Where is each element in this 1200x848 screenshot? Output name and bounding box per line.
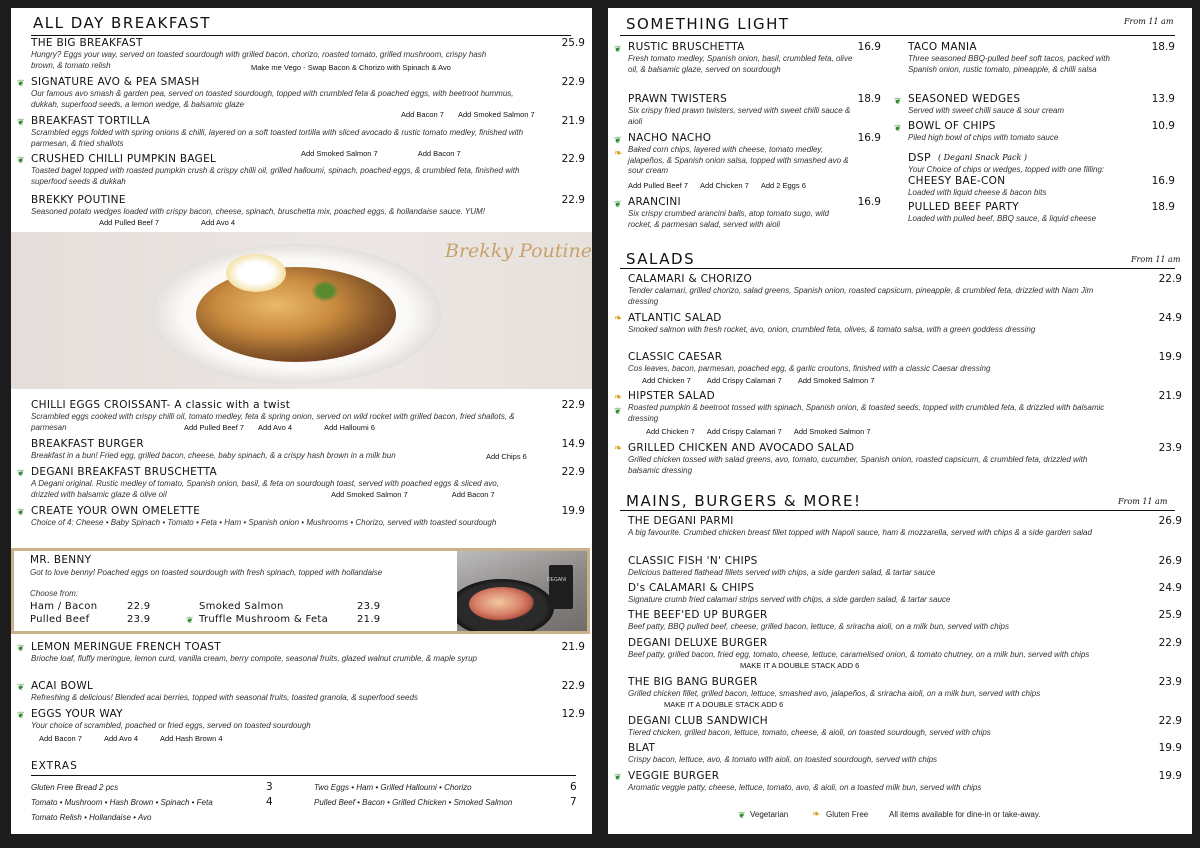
item-price: 25.9 xyxy=(561,37,585,49)
item-price: 26.9 xyxy=(1158,515,1182,527)
item-name: DEGANI CLUB SANDWICH xyxy=(628,715,768,727)
item-description: Roasted pumpkin & beetroot tossed with spinach, Spanish onion, & toasted seeds, topped with crumbled feta, & drizzled with balsamic dressing xyxy=(628,403,1105,423)
addon-option: MAKE IT A DOUBLE STACK ADD 6 xyxy=(664,700,784,709)
item-price: 16.9 xyxy=(857,41,881,53)
addon-option: Add Bacon 7 xyxy=(39,734,82,743)
item-addons xyxy=(642,376,889,385)
dsp-description: Your Choice of chips or wedges, topped with one filling: xyxy=(908,165,1105,174)
item-description: Got to love benny! Poached eggs on toasted sourdough with fresh spinach, topped with hollandaise xyxy=(30,568,383,577)
vegetarian-leaf-icon: ❦ xyxy=(894,96,902,106)
item-name: TACO MANIA xyxy=(908,41,977,53)
extras-row: Tomato • Mushroom • Hash Brown • Spinach • Feta xyxy=(31,798,213,807)
item-description: Scrambled eggs folded with spring onions & chilli, layered on a soft toasted tortilla with sliced avocado & rustic tomato medley, finished with parmesan, & fried shallots xyxy=(31,128,524,148)
addon-option: Add Chicken 7 xyxy=(646,427,695,436)
item-name: CLASSIC CAESAR xyxy=(628,351,723,363)
extras-row: Two Eggs • Ham • Grilled Halloumi • Chorizo xyxy=(314,783,472,792)
item-name: RUSTIC BRUSCHETTA xyxy=(628,41,745,53)
section-divider xyxy=(31,35,571,36)
item-description: Loaded with pulled beef, BBQ sauce, & liquid cheese xyxy=(908,214,1097,223)
item-description: A Degani original. Rustic medley of tomato, Spanish onion, basil, & feta on sourdough toast, served with poached eggs & sliced avo, drizzled with balsamic glaze & olive oil xyxy=(31,479,499,499)
section-title-salads: SALADS xyxy=(626,250,696,268)
legend-vegetarian: Vegetarian xyxy=(750,810,789,819)
item-price: 12.9 xyxy=(561,708,585,720)
item-description: Baked corn chips, layered with cheese, tomato medley, jalapeños, & Spanish onion salsa, topped with smashed avo & sour cream xyxy=(628,145,849,175)
vegetarian-leaf-icon: ❦ xyxy=(614,772,622,782)
item-name: LEMON MERINGUE FRENCH TOAST xyxy=(31,641,221,653)
item-name: CHEESY BAE-CON xyxy=(908,175,1006,187)
item-description: Grilled chicken fillet, grilled bacon, lettuce, smashed avo, jalapeños, & sriracha aioli, on a milk bun, served with chips xyxy=(628,689,1041,698)
item-price: 16.9 xyxy=(857,196,881,208)
choose-label: Choose from: xyxy=(30,589,79,598)
item-description: A big favourite. Crumbed chicken breast fillet topped with Napoli sauce, ham & mozzarella, served with chips & a side garden salad xyxy=(628,528,1092,537)
item-name: HIPSTER SALAD xyxy=(628,390,715,402)
item-price: 26.9 xyxy=(1158,555,1182,567)
benny-option-price: 22.9 xyxy=(127,601,151,612)
mr-benny-photo xyxy=(457,551,587,631)
item-description: Beef patty, BBQ pulled beef, cheese, grilled bacon, lettuce, & sriracha aioli, on a milk bun, served with chips xyxy=(628,622,1009,631)
vegetarian-leaf-icon: ❦ xyxy=(186,615,194,625)
addon-option: Add Bacon 7 xyxy=(417,149,461,158)
item-description: Refreshing & delicious! Blended acai berries, topped with seasonal fruits, toasted granola, & superfood seeds xyxy=(31,693,418,702)
item-name: GRILLED CHICKEN AND AVOCADO SALAD xyxy=(628,442,855,454)
extras-price: 4 xyxy=(266,796,273,808)
dsp-subtitle: ( Degani Snack Pack ) xyxy=(938,153,1028,162)
item-price: 19.9 xyxy=(1158,351,1182,363)
item-name: THE BIG BANG BURGER xyxy=(628,676,758,688)
item-description: Aromatic veggie patty, cheese, lettuce, tomato, avo, & aioli, on a toasted milk bun, served with chips xyxy=(628,783,982,792)
item-name: PULLED BEEF PARTY xyxy=(908,201,1019,213)
gluten-free-wheat-icon: ❧ xyxy=(812,809,821,820)
vegetarian-leaf-icon: ❦ xyxy=(17,643,25,653)
addon-option: Add Chicken 7 xyxy=(642,376,691,385)
item-price: 24.9 xyxy=(1158,582,1182,594)
item-price: 21.9 xyxy=(561,641,585,653)
section-divider xyxy=(31,775,576,776)
item-description: Six crispy fried prawn twisters, served with sweet chilli sauce & aioli xyxy=(628,106,851,126)
addon-option: Add Chicken 7 xyxy=(700,181,749,190)
vegetarian-leaf-icon: ❦ xyxy=(17,78,25,88)
item-description: Toasted bagel topped with roasted pumpkin crush & crispy chilli oil, grilled halloumi, spinach, poached eggs, & crumbled feta, finished with superfood seeds & dukkah xyxy=(31,166,520,186)
item-name: NACHO NACHO xyxy=(628,132,712,144)
item-description: Tiered chicken, grilled bacon, lettuce, tomato, cheese, & aioli, on toasted sourdough, served with chips xyxy=(628,728,991,737)
item-description: Choice of 4: Cheese • Baby Spinach • Tomato • Feta • Ham • Spanish onion • Mushrooms • Chorizo, served with toasted sourdough xyxy=(31,518,497,527)
vegetarian-leaf-icon: ❦ xyxy=(17,155,25,165)
gluten-free-wheat-icon: ❧ xyxy=(614,443,623,454)
benny-option-price: 21.9 xyxy=(357,614,381,625)
addon-option: Add Avo 4 xyxy=(201,218,236,227)
item-name: CLASSIC FISH 'N' CHIPS xyxy=(628,555,758,567)
item-addons xyxy=(39,734,237,743)
item-name: DEGANI BREAKFAST BRUSCHETTA xyxy=(31,466,218,478)
item-price: 16.9 xyxy=(1151,175,1175,187)
extras-price: 6 xyxy=(570,781,577,793)
dsp-title: DSP xyxy=(908,151,931,164)
section-title-extras: EXTRAS xyxy=(31,760,78,772)
vegetarian-leaf-icon: ❦ xyxy=(614,199,622,209)
item-description: Scrambled eggs cooked with crispy chilli oil, tomato medley, feta & spring onion, served on wild rocket with grilled bacon, fried shallots, & parmesan xyxy=(31,412,515,432)
extras-price: 7 xyxy=(570,796,577,808)
addon-option: Add Bacon 7 xyxy=(451,490,495,499)
item-name: THE BEEF'ED UP BURGER xyxy=(628,609,768,621)
benny-option-label: Pulled Beef xyxy=(30,614,90,625)
poached-egg-image xyxy=(226,254,286,292)
addon-option: Add Avo 4 xyxy=(103,734,139,743)
vegetarian-leaf-icon: ❦ xyxy=(614,406,622,416)
photo-caption: Brekky Poutine xyxy=(445,240,592,262)
item-name: BLAT xyxy=(628,742,656,754)
cup-text: DEGANI xyxy=(547,577,567,583)
item-price: 19.9 xyxy=(561,505,585,517)
item-price: 22.9 xyxy=(561,466,585,478)
item-name: ACAI BOWL xyxy=(31,680,94,692)
gluten-free-wheat-icon: ❧ xyxy=(614,148,623,159)
item-description: Tender calamari, grilled chorizo, salad greens, Spanish onion, roasted capsicum, pineapple, & crumbled feta, drizzled with Nam Jim dressing xyxy=(628,286,1094,306)
item-price: 23.9 xyxy=(1158,442,1182,454)
item-name: BREAKFAST BURGER xyxy=(31,438,144,450)
left-menu-page xyxy=(11,8,592,834)
item-price: 22.9 xyxy=(561,76,585,88)
item-name: CHILLI EGGS CROISSANT- A classic with a twist xyxy=(31,399,291,411)
item-name: SIGNATURE AVO & PEA SMASH xyxy=(31,76,200,88)
item-price: 18.9 xyxy=(1151,41,1175,53)
item-price: 22.9 xyxy=(561,153,585,165)
addon-option: MAKE IT A DOUBLE STACK ADD 6 xyxy=(740,661,860,670)
gluten-free-wheat-icon: ❧ xyxy=(614,392,623,403)
item-addons xyxy=(740,661,873,670)
item-price: 19.9 xyxy=(1158,742,1182,754)
extras-price: 3 xyxy=(266,781,273,793)
vegetarian-leaf-icon: ❦ xyxy=(17,117,25,127)
section-divider xyxy=(620,35,1175,36)
item-addons xyxy=(99,218,249,227)
item-price: 18.9 xyxy=(1151,201,1175,213)
item-addons xyxy=(331,490,509,499)
item-description: Breakfast in a bun! Fried egg, grilled bacon, cheese, baby spinach, & a crispy hash brown in a milk bun xyxy=(31,451,396,460)
item-price: 16.9 xyxy=(857,132,881,144)
benny-option-label: Smoked Salmon xyxy=(199,601,284,612)
item-name: DEGANI DELUXE BURGER xyxy=(628,637,768,649)
coffee-cup-image xyxy=(549,565,573,609)
benny-option-label: Truffle Mushroom & Feta xyxy=(199,614,329,625)
item-name: THE DEGANI PARMI xyxy=(628,515,734,527)
item-price: 23.9 xyxy=(1158,676,1182,688)
item-description: Crispy bacon, lettuce, avo, & tomato with aioli, on toasted sourdough, served with chips xyxy=(628,755,938,764)
item-description: Served with sweet chilli sauce & sour cream xyxy=(908,106,1065,115)
item-description: Smoked salmon with fresh rocket, avo, onion, crumbled feta, olives, & tomato salsa, with a green goddess dressing xyxy=(628,325,1036,334)
item-price: 22.9 xyxy=(561,399,585,411)
item-name: MR. BENNY xyxy=(30,554,92,566)
item-description: Fresh tomato medley, Spanish onion, basil, crumbled feta, olive oil, & balsamic glaze, served on sourdough xyxy=(628,54,853,74)
item-description: Loaded with liquid cheese & bacon bits xyxy=(908,188,1047,197)
item-description: Delicious battered flathead fillets served with chips, a side garden salad, & tartar sauce xyxy=(628,568,936,577)
item-price: 10.9 xyxy=(1151,120,1175,132)
item-description: Our famous avo smash & garden pea, served on toasted sourdough, topped with crumbled feta & poached eggs, with beetroot hummus, dukkah, superfood seeds, a lemon wedge, & balsamic glaze xyxy=(31,89,514,109)
benny-option-price: 23.9 xyxy=(127,614,151,625)
item-name: ATLANTIC SALAD xyxy=(628,312,722,324)
item-price: 22.9 xyxy=(1158,715,1182,727)
item-name: ARANCINI xyxy=(628,196,681,208)
item-addons xyxy=(664,700,797,709)
addon-option: Add Smoked Salmon 7 xyxy=(797,376,875,385)
item-price: 22.9 xyxy=(561,194,585,206)
vegetarian-leaf-icon: ❦ xyxy=(17,682,25,692)
addon-option: Add Pulled Beef 7 xyxy=(184,423,245,432)
item-name: BREAKFAST TORTILLA xyxy=(31,115,151,127)
item-description: Six crispy crumbed arancini balls, atop tomato sugo, wild rocket, & parmesan salad, served with aioli xyxy=(628,209,829,229)
item-price: 22.9 xyxy=(1158,273,1182,285)
item-description: Piled high bowl of chips with tomato sauce xyxy=(908,133,1059,142)
item-addons xyxy=(251,63,465,72)
vegetarian-leaf-icon: ❦ xyxy=(614,135,622,145)
addon-option: Add Chips 6 xyxy=(486,452,527,461)
item-price: 14.9 xyxy=(561,438,585,450)
item-name: CRUSHED CHILLI PUMPKIN BAGEL xyxy=(31,153,217,165)
item-price: 21.9 xyxy=(1158,390,1182,402)
addon-option: Add Smoked Salmon 7 xyxy=(331,490,408,499)
item-description: Three seasoned BBQ-pulled beef soft tacos, packed with Spanish onion, rustic tomato, pineapple, & chilli salsa xyxy=(908,54,1110,74)
addon-option: Add Smoked Salmon 7 xyxy=(457,110,535,119)
item-description: Brioche loaf, fluffy meringue, lemon curd, vanilla cream, berry compote, seasonal fruits, glazed walnut crumble, & maple syrup xyxy=(31,654,477,663)
item-name: BOWL OF CHIPS xyxy=(908,120,996,132)
extras-row: Pulled Beef • Bacon • Grilled Chicken • Smoked Salmon xyxy=(314,798,513,807)
item-price: 13.9 xyxy=(1151,93,1175,105)
addon-option: Add Pulled Beef 7 xyxy=(99,218,160,227)
mr-benny-box xyxy=(11,548,590,634)
extras-row: Tomato Relish • Hollandaise • Avo xyxy=(31,813,152,822)
vegetarian-leaf-icon: ❦ xyxy=(894,123,902,133)
item-price: 24.9 xyxy=(1158,312,1182,324)
benny-option-label: Ham / Bacon xyxy=(30,601,98,612)
benny-option-price: 23.9 xyxy=(357,601,381,612)
right-menu-page xyxy=(608,8,1192,834)
item-name: D's CALAMARI & CHIPS xyxy=(628,582,755,594)
item-price: 22.9 xyxy=(561,680,585,692)
addon-option: Add Hash Brown 4 xyxy=(160,734,223,743)
item-price: 25.9 xyxy=(1158,609,1182,621)
item-name: EGGS YOUR WAY xyxy=(31,708,123,720)
vegetarian-leaf-icon: ❦ xyxy=(17,507,25,517)
addon-option: Add Crispy Calamari 7 xyxy=(706,376,782,385)
addon-option: Add Crispy Calamari 7 xyxy=(706,427,782,436)
item-price: 19.9 xyxy=(1158,770,1182,782)
section-title-mains: MAINS, BURGERS & MORE! xyxy=(626,492,862,510)
item-price: 18.9 xyxy=(857,93,881,105)
brekky-poutine-photo xyxy=(11,232,592,389)
item-name: PRAWN TWISTERS xyxy=(628,93,728,105)
item-addons xyxy=(401,110,549,119)
vegetarian-leaf-icon: ❦ xyxy=(17,468,25,478)
section-divider xyxy=(620,510,1175,511)
vegetarian-leaf-icon: ❦ xyxy=(17,710,25,720)
poutine-food-image xyxy=(196,267,396,362)
addon-option: Add Bacon 7 xyxy=(401,110,444,119)
addon-option: Make me Vego - Swap Bacon & Chorizo with Spinach & Avo xyxy=(251,63,451,72)
gluten-free-wheat-icon: ❧ xyxy=(614,313,623,324)
item-addons xyxy=(184,423,389,432)
item-price: 22.9 xyxy=(1158,637,1182,649)
from-time-note: From 11 am xyxy=(1124,17,1174,26)
item-name: BREKKY POUTINE xyxy=(31,194,126,206)
vegetarian-leaf-icon: ❦ xyxy=(614,44,622,54)
item-description: Signature crumb fried calamari strips served with chips, a side garden salad, & tartar sauce xyxy=(628,595,951,604)
item-name: VEGGIE BURGER xyxy=(628,770,720,782)
extras-row: Gluten Free Bread 2 pcs xyxy=(31,783,119,792)
item-description: Beef patty, grilled bacon, fried egg, tomato, cheese, lettuce, caramelised onion, & tomato chutney, on a milk bun, served with chips xyxy=(628,650,1090,659)
item-description: Hungry? Eggs your way, served on toasted sourdough with grilled bacon, chorizo, roasted tomato, grilled mushroom, crispy hash brown, & tomato relish xyxy=(31,50,487,70)
item-price: 21.9 xyxy=(561,115,585,127)
section-divider xyxy=(620,268,1175,269)
item-description: Cos leaves, bacon, parmesan, poached egg, & garlic croutons, finished with a classic Caesar dressing xyxy=(628,364,991,373)
addon-option: Add Avo 4 xyxy=(258,423,293,432)
item-addons xyxy=(628,181,820,190)
addon-option: Add 2 Eggs 6 xyxy=(760,181,806,190)
item-description: Grilled chicken tossed with salad greens, avo, tomato, cucumber, Spanish onion, roasted capsicum, & crumbled feta, drizzled with balsamic dressing xyxy=(628,455,1088,475)
benny-food-image xyxy=(469,587,535,621)
from-time-note: From 11 am xyxy=(1118,497,1168,506)
section-title-something-light: SOMETHING LIGHT xyxy=(626,15,790,33)
legend-note: All items available for dine-in or take-away. xyxy=(889,810,1041,819)
item-description: Your choice of scrambled, poached or fried eggs, served on toasted sourdough xyxy=(31,721,311,730)
vegetarian-leaf-icon: ❦ xyxy=(738,810,746,820)
addon-option: Add Smoked Salmon 7 xyxy=(301,149,378,158)
addon-option: Add Pulled Beef 7 xyxy=(628,181,689,190)
item-name: SEASONED WEDGES xyxy=(908,93,1021,105)
item-addons xyxy=(646,427,885,436)
from-time-note: From 11 am xyxy=(1131,255,1181,264)
item-name: CALAMARI & CHORIZO xyxy=(628,273,753,285)
addon-option: Add Halloumi 6 xyxy=(324,423,375,432)
item-name: CREATE YOUR OWN OMELETTE xyxy=(31,505,201,517)
item-addons xyxy=(486,452,541,461)
addon-option: Add Smoked Salmon 7 xyxy=(793,427,871,436)
spinach-image xyxy=(311,280,339,302)
item-description: Seasoned potato wedges loaded with crispy bacon, cheese, spinach, bruschetta mix, poached eggs, & hollandaise sauce. YUM! xyxy=(31,207,485,216)
item-name: THE BIG BREAKFAST xyxy=(31,37,143,49)
legend-gluten-free: Gluten Free xyxy=(826,810,869,819)
item-addons xyxy=(301,149,475,158)
section-title-breakfast: ALL DAY BREAKFAST xyxy=(33,14,212,32)
